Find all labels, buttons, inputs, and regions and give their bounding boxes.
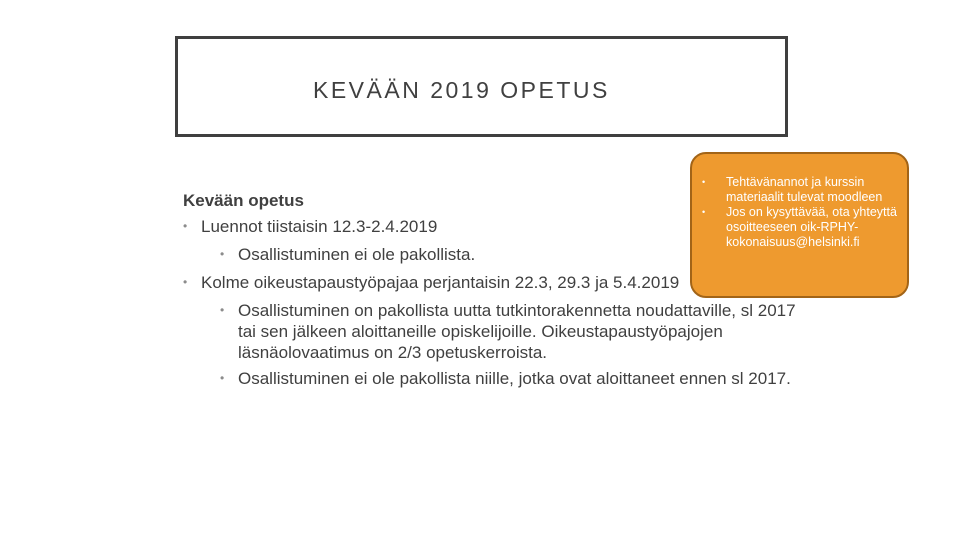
- bullet-icon: •: [220, 303, 225, 317]
- note-item: [702, 205, 902, 250]
- bullet-icon: •: [220, 371, 225, 385]
- title-box: [175, 36, 788, 137]
- note-item-text: Tehtävänannot ja kurssin materiaalit tulevat moodleen: [726, 175, 883, 204]
- bullet-icon: •: [220, 247, 225, 261]
- sub-list-item: [220, 300, 798, 363]
- slide-title: KEVÄÄN 2019 OPETUS: [313, 77, 610, 103]
- content-heading: Kevään opetus: [183, 191, 304, 210]
- sub-list-item-text: Osallistuminen on pakollista uutta tutkintorakennetta noudattaville, sl 2017 tai sen jälkeen aloittaneille opiskelijoille. Oikeustapaustyöpajojen läsnäolovaatimus on 2/3 opetuskerroista.: [238, 301, 796, 362]
- note-list: [702, 175, 902, 250]
- sub-list-item-text: Osallistuminen ei ole pakollista.: [238, 245, 476, 264]
- bullet-icon: •: [183, 275, 188, 289]
- bullet-icon: •: [702, 177, 706, 187]
- note-item: [702, 175, 902, 205]
- bullet-icon: •: [702, 207, 706, 217]
- note-item-text: Jos on kysyttävää, ota yhteyttä osoitteeseen oik-RPHY-kokonaisuus@helsinki.fi: [726, 205, 897, 249]
- list-item-text: Luennot tiistaisin 12.3-2.4.2019: [201, 217, 438, 236]
- list-item-text: Kolme oikeustapaustyöpajaa perjantaisin 22.3, 29.3 ja 5.4.2019: [201, 273, 680, 292]
- sub-list-item-text: Osallistuminen ei ole pakollista niille, jotka ovat aloittaneet ennen sl 2017.: [238, 369, 791, 388]
- bullet-icon: •: [183, 219, 188, 233]
- sub-list-item: [220, 368, 798, 389]
- sub-list: [201, 300, 823, 389]
- note-callout: [690, 152, 909, 298]
